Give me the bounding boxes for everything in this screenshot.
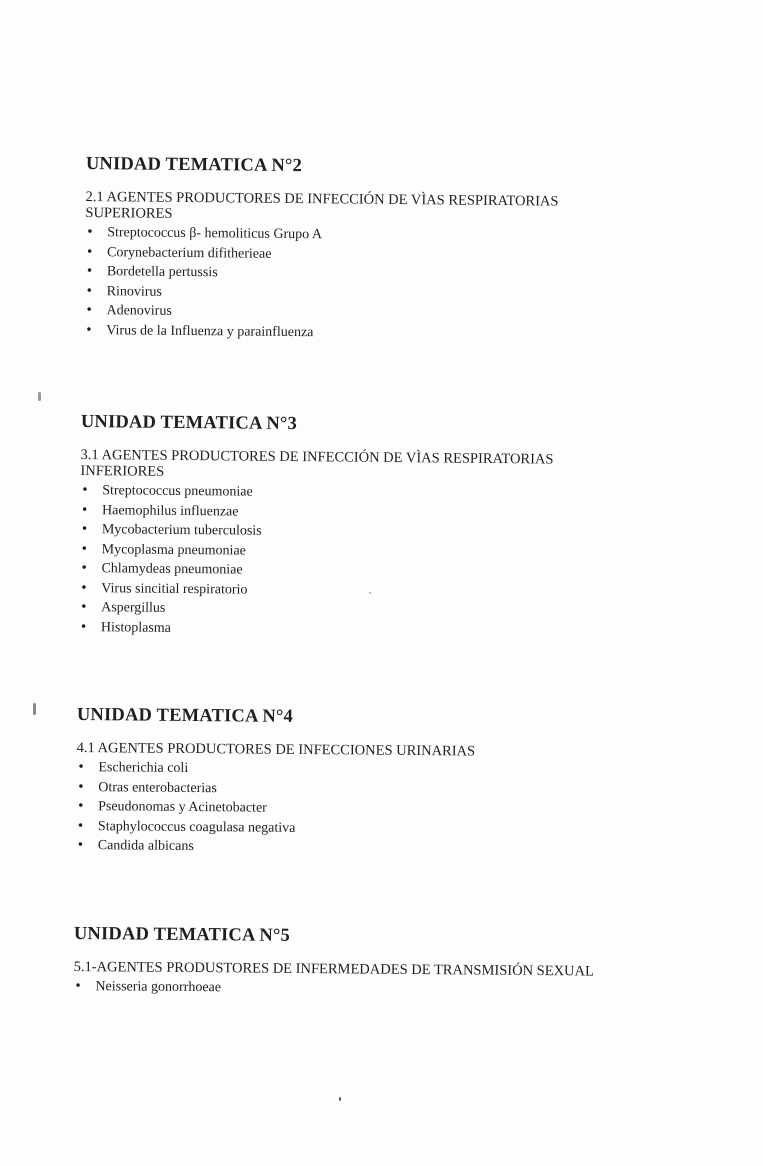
unit-4-block (76, 705, 697, 861)
list-item: • Staphylococcus coagulasa negativa (76, 816, 696, 841)
list-item: • Corynebacterium difitherieae (85, 242, 705, 267)
list-item: • Chlamydeas pneumoniae (79, 559, 699, 584)
unit-3-section-heading (80, 447, 700, 485)
unit-4-agent-list (76, 758, 697, 861)
scan-speck (33, 703, 36, 715)
unit-5-title: UNIDAD TEMATICA N°5 (73, 924, 291, 946)
unit-3-section-line2: INFERIORES (80, 462, 165, 480)
list-item: • Neisseria gonorrhoeae (73, 977, 693, 1002)
unit-4-section-line1: 4.1 AGENTES PRODUCTORES DE INFECCIONES URINARIAS (76, 739, 476, 760)
list-item: • Virus de la Influenza y parainfluenza (84, 320, 704, 345)
list-item: • Pseudonomas y Acinetobacter (76, 797, 696, 822)
list-item: • Haemophilus influenzae (80, 500, 700, 525)
list-item: • Adenovirus (84, 301, 704, 326)
unit-2-block (84, 154, 706, 346)
unit-2-agent-list (84, 223, 705, 346)
unit-3-agent-list (79, 481, 700, 643)
list-item: • Aspergillus (79, 598, 699, 623)
unit-5-section-line1: 5.1-AGENTES PRODUSTORES DE INFERMEDADES DE TRANSMISIÓN SEXUAL (73, 958, 594, 980)
scan-speck (339, 1097, 341, 1101)
unit-3-title: UNIDAD TEMATICA N°3 (80, 412, 298, 435)
unit-2-section-heading (85, 189, 705, 227)
list-item: • Streptococcus pneumoniae (80, 481, 700, 506)
list-item: • Otras enterobacterias (76, 777, 696, 802)
scan-speck (38, 392, 41, 401)
list-item: • Histoplasma (79, 617, 699, 642)
list-item: • Mycobacterium tuberculosis (80, 520, 700, 545)
list-item: • Rinovirus (85, 281, 705, 306)
list-item: • Virus sincitial respiratorio (79, 578, 699, 603)
unit-3-section-line1: 3.1 AGENTES PRODUCTORES DE INFECCIÓN DE VÌAS RESPIRATORIAS (80, 446, 554, 468)
unit-4-title: UNIDAD TEMATICA N°4 (76, 705, 294, 727)
list-item: • Candida albicans (76, 836, 696, 861)
unit-2-title: UNIDAD TEMATICA N°2 (85, 154, 303, 177)
unit-2-section-line2: SUPERIORES (85, 204, 173, 222)
list-item: • Escherichia coli (76, 758, 696, 783)
unit-2-section-line1: 2.1 AGENTES PRODUCTORES DE INFECCIÓN DE VÌAS RESPIRATORIAS (85, 188, 559, 210)
list-item: • Bordetella pertussis (85, 262, 705, 287)
unit-3-block (79, 412, 701, 643)
unit-5-agent-list (73, 977, 693, 1002)
list-item: • Mycoplasma pneumoniae (80, 539, 700, 564)
list-item: • Streptococcus β- hemoliticus Grupo A (85, 223, 705, 248)
scan-speck (369, 592, 371, 594)
unit-5-block (73, 924, 694, 1002)
